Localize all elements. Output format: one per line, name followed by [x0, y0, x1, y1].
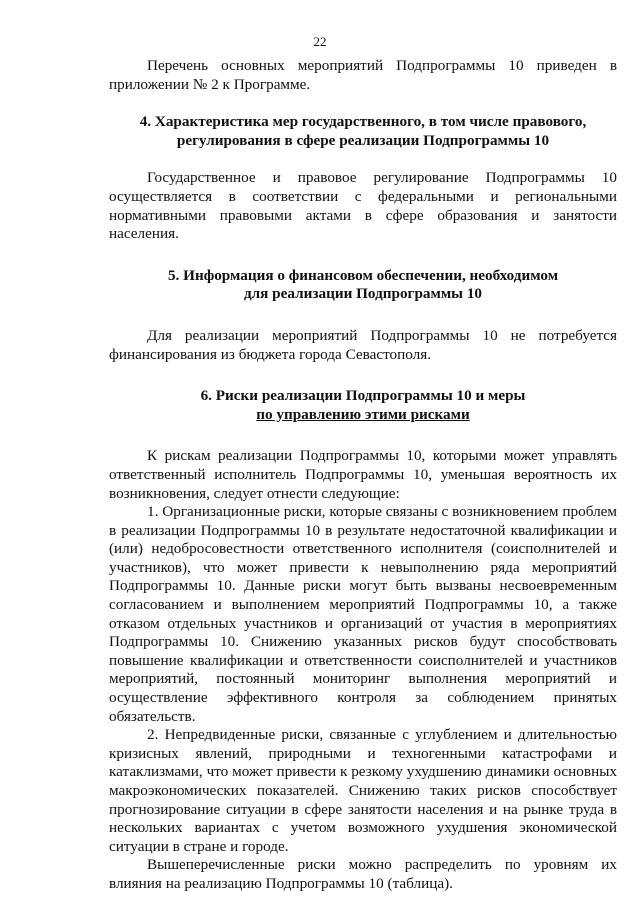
- section-5-title-line1: 5. Информация о финансовом обеспечении, необходимом: [167, 266, 559, 284]
- section-6-heading: [109, 387, 617, 424]
- section-6-title-line1: 6. Риски реализации Подпрограммы 10 и меры: [200, 387, 526, 405]
- section-6-paragraph-4: Вышеперечисленные риски можно распределить по уровням их влияния на реализацию Подпрограммы 10 (таблица).: [109, 856, 617, 892]
- section-6-title-line2: по управлению этими рисками: [256, 405, 470, 423]
- document-body: [109, 57, 617, 894]
- section-4-paragraph: Государственное и правовое регулирование Подпрограммы 10 осуществляется в соответствии с федеральными и региональными нормативными правовыми актами в сфере образования и занятости населения.: [109, 169, 617, 243]
- section-4-title-line2: регулирования в сфере реализации Подпрограммы 10: [176, 131, 550, 149]
- intro-paragraph: Перечень основных мероприятий Подпрограммы 10 приведен в приложении № 2 к Программе.: [109, 57, 617, 93]
- section-5-paragraph: Для реализации мероприятий Подпрограммы 10 не потребуется финансирования из бюджета города Севастополя.: [109, 326, 617, 363]
- section-5-heading: [109, 267, 617, 304]
- section-4-heading: [109, 113, 617, 150]
- section-6-paragraph-3: 2. Непредвиденные риски, связанные с углублением и длительностью кризисных явлений, природными и техногенными катастрофами и катаклизмами, что может привести к резкому ухудшению динамики основных макроэкономических показателей. Снижению таких рисков способствует прогнозирование ситуации в сфере занятости населения и на рынке труда в нескольких вариантах с учетом возможного ухудшения экономической ситуации в стране и городе.: [109, 726, 617, 855]
- section-6-paragraph-1: К рискам реализации Подпрограммы 10, которыми может управлять ответственный исполнитель Подпрограммы 10, уменьшая вероятность их возникновения, следует отнести следующие:: [109, 447, 617, 502]
- section-4-title-line1: 4. Характеристика мер государственного, в том числе правового,: [139, 113, 587, 131]
- section-6-paragraph-2: 1. Организационные риски, которые связаны с возникновением проблем в реализации Подпрограммы 10 в результате недостаточной квалификации и (или) недобросовестности ответственного исполнителя (соисполнителей и участников), что может привести к невыполнению ряда мероприятий Подпрограммы 10. Данные риски могут быть вызваны несвоевременным согласованием и выполнением мероприятий Подпрограммы 10, а также отказом отдельных участников и организаций от участия в мероприятиях Подпрограммы 10. Снижению указанных рисков будут способствовать повышение квалификации и ответственности соисполнителей и участников мероприятий, постоянный мониторинг выполнения мероприятий и осуществление эффективного контроля за соблюдением принятых обязательств.: [109, 503, 617, 725]
- page-number: 22: [313, 34, 327, 49]
- section-5-title-line2: для реализации Подпрограммы 10: [243, 285, 483, 303]
